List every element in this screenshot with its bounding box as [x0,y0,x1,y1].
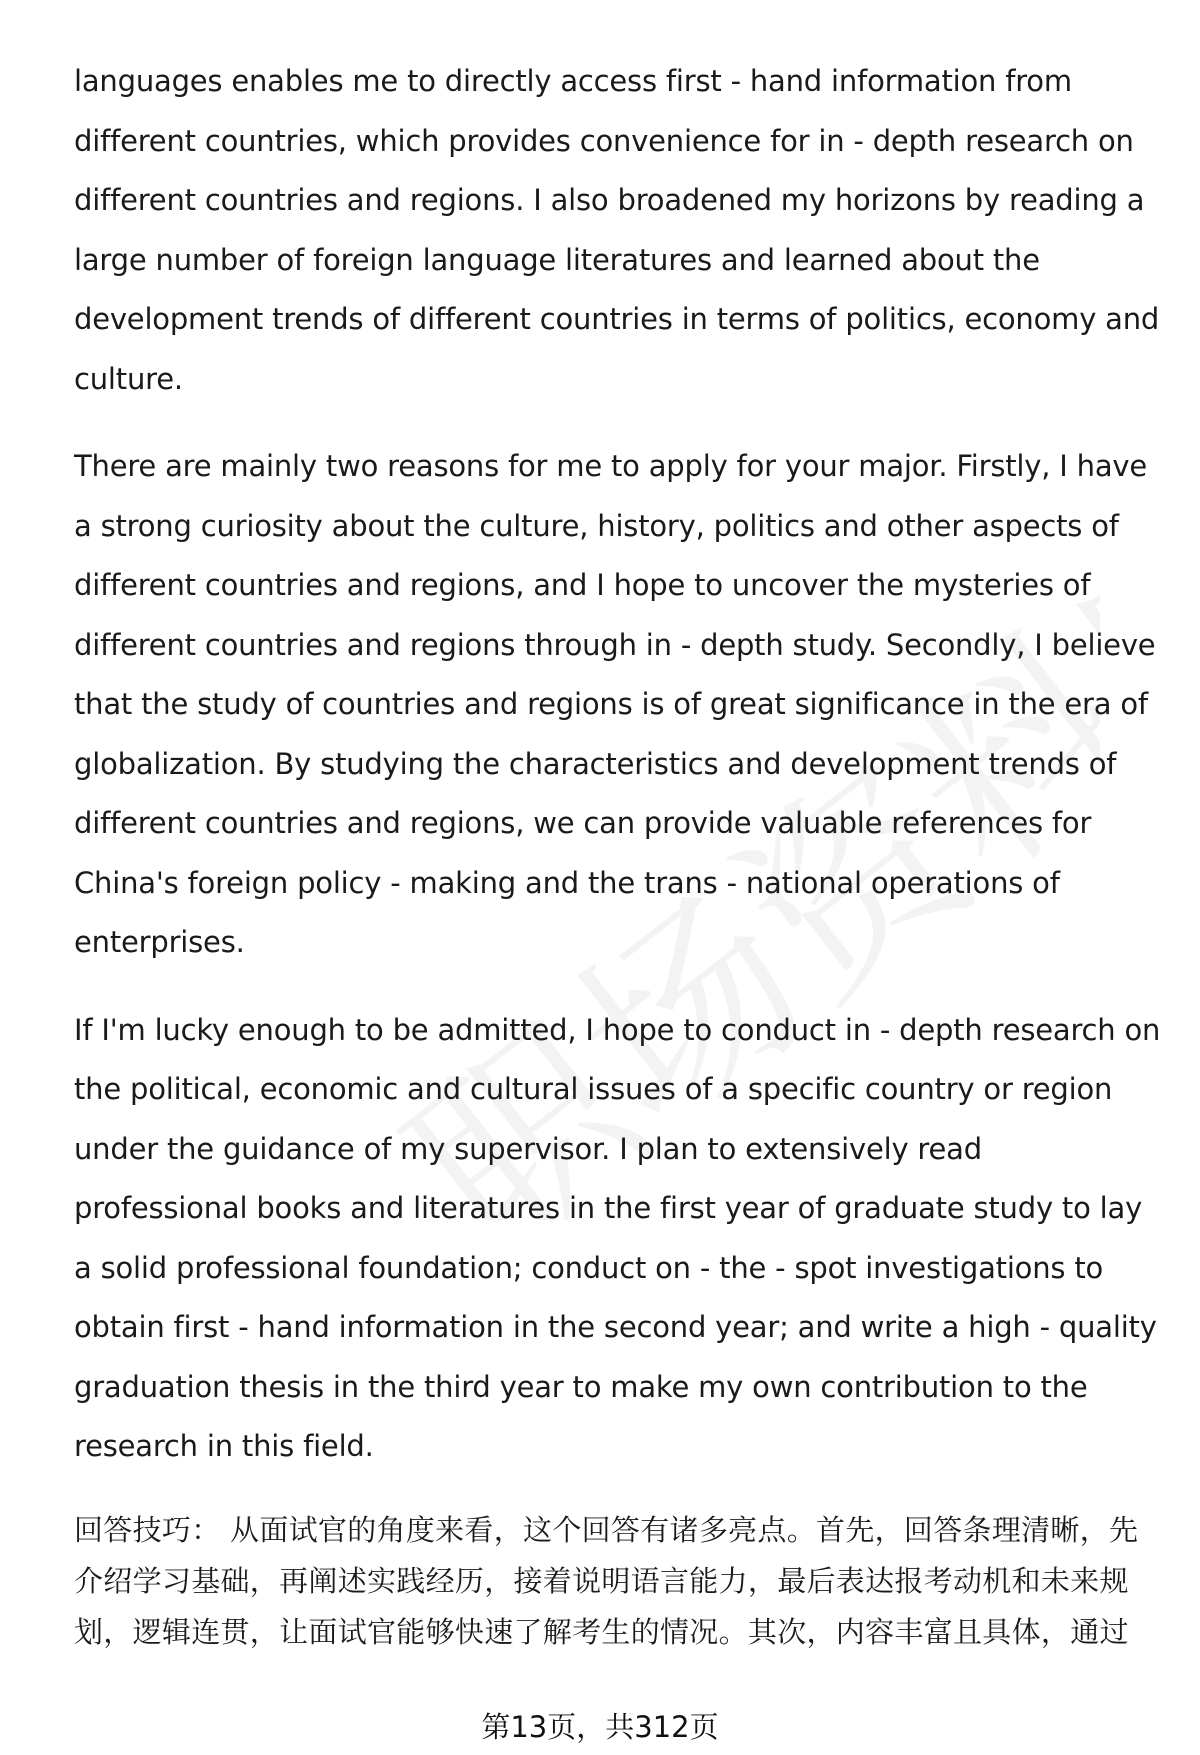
paragraph-study-plan: If I'm lucky enough to be admitted, I hope to conduct in - depth research on the political, economic and cultural issues of a specific country or region under the guidance of my supervisor. I plan to extensively read professional books and literatures in the first year of graduate study to lay a solid professional foundation; conduct on - the - spot investigations to obtain first - hand information in the second year; and write a high - quality graduation thesis in the third year to make my own contribution to the research in this field. [74,1012,1161,1463]
page-number-footer: 第13页，共312页 [481,1710,719,1744]
answer-tips: 回答技巧： 从面试官的角度来看，这个回答有诸多亮点。首先，回答条理清晰，先介绍学习基础，再阐述实践经历，接着说明语言能力，最后表达报考动机和未来规划，逻辑连贯，让面试官能够快速了解考生的情况。其次，内容丰富且具体，通过 [74,1512,1139,1649]
paragraph-language-ability: languages enables me to directly access first - hand information from different countries, which provides convenience for in - depth research on different countries and regions. I also broadened my horizons by reading a large number of foreign language literatures and learned about the development trends of different countries in terms of politics, economy and culture. [74,64,1160,396]
paragraph-application-reasons: There are mainly two reasons for me to apply for your major. Firstly, I have a strong curiosity about the culture, history, politics and other aspects of different countries and regions, and I hope to uncover the mysteries of different countries and regions through in - depth study. Secondly, I believe that the study of countries and regions is of great significance in the era of globalization. By studying the characteristics and development trends of different countries and regions, we can provide valuable references for China's foreign policy - making and the trans - national operations of enterprises. [74,449,1156,959]
document-body [74,52,1164,1658]
